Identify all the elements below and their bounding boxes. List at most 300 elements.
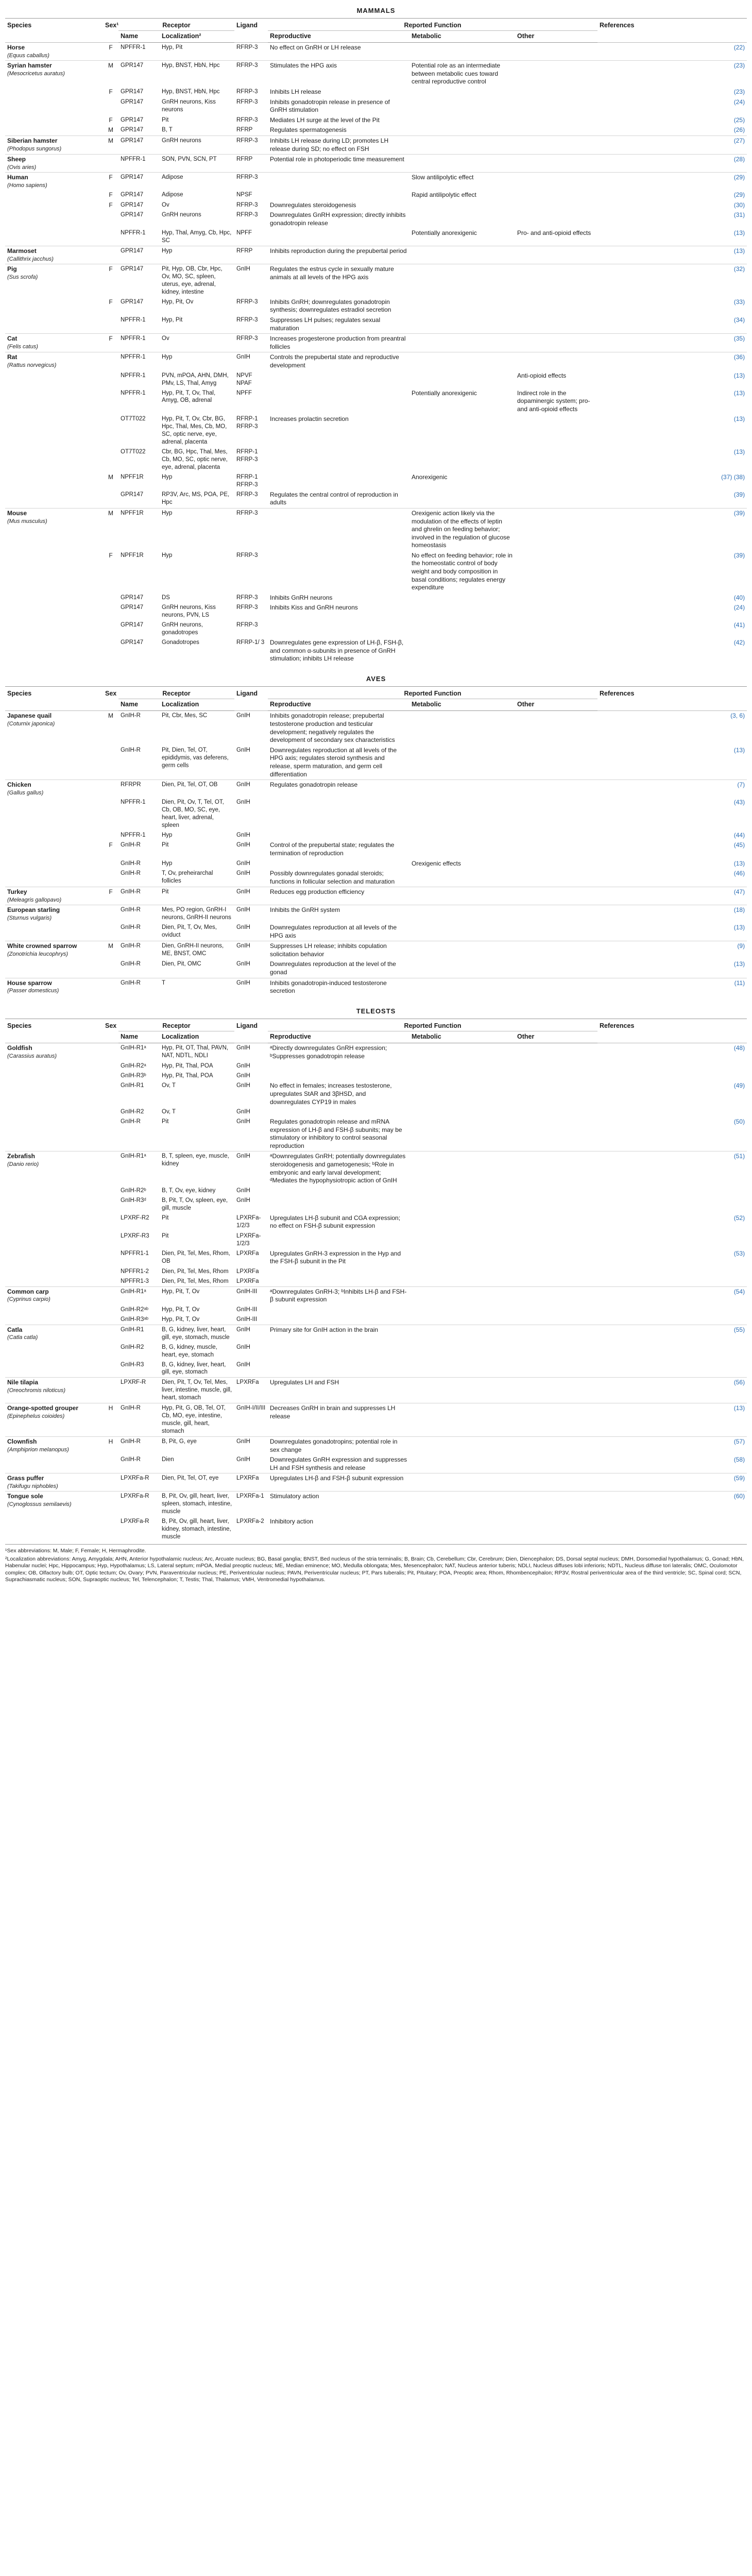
other-cell <box>515 593 597 603</box>
reproductive-cell: Upregulates LH-β subunit and CGA expression; no effect on FSH-β subunit expression <box>270 1214 401 1230</box>
localization-cell: DS <box>162 594 170 601</box>
header-other: Other <box>515 31 597 43</box>
header-metabolic: Metabolic <box>409 1031 515 1043</box>
localization-cell: Ov, T <box>162 1082 176 1089</box>
sex-cell <box>103 959 118 978</box>
sex-cell: M <box>103 941 118 960</box>
metabolic-cell <box>409 603 515 620</box>
table-row <box>5 1107 747 1117</box>
metabolic-cell <box>409 264 515 297</box>
sex-cell <box>103 798 118 831</box>
receptor-name-cell: NPFF1R <box>121 473 144 480</box>
localization-cell: Hyp, Thal, Amyg, Cb, Hpc, SC <box>162 230 232 244</box>
sex-cell <box>103 371 118 388</box>
ligand-cell: GnIH <box>236 832 250 838</box>
metabolic-cell <box>409 1315 515 1325</box>
reference-cell <box>597 1267 747 1277</box>
receptor-name-cell: NPFFR-1 <box>118 352 160 371</box>
receptor-name-cell: GnIH-R3ᵇ <box>121 1073 146 1079</box>
localization-cell: B, T <box>162 127 173 133</box>
reference-cell <box>597 1277 747 1286</box>
table-row <box>5 1517 747 1542</box>
ligand-cell: GnIH <box>236 1063 250 1070</box>
localization-cell: Dien, Pit, T, Ov, Tel, Mes, liver, intestine, muscle, gill, heart, stomach <box>160 1378 234 1403</box>
other-cell <box>515 1267 597 1277</box>
localization-cell: Ov <box>162 201 169 208</box>
metabolic-cell <box>409 125 515 135</box>
sex-cell <box>103 1325 118 1342</box>
section-title-row <box>5 672 747 686</box>
reference-cell: (18) <box>597 905 747 923</box>
ligand-cell: GnIH <box>236 1073 250 1079</box>
reference-cell: (13) <box>733 389 745 397</box>
reference-cell: (54) <box>597 1286 747 1305</box>
header-references: References <box>597 1019 747 1043</box>
reference-cell: (48) <box>597 1043 747 1062</box>
sex-cell: M <box>108 126 113 134</box>
table-row <box>5 603 747 620</box>
reproductive-cell <box>268 859 409 869</box>
species-common-name: Human <box>7 174 28 181</box>
sex-cell <box>103 620 118 638</box>
table-row <box>5 43 747 61</box>
localization-cell: RP3V, Arc, MS, POA, PE, Hpc <box>162 491 230 505</box>
localization-cell: Hyp, Pit, T, Ov, Thal, Amyg, OB, adrenal <box>162 389 216 404</box>
reproductive-cell: Downregulates GnRH expression; directly inhibits gonadotropin release <box>270 211 406 227</box>
reference-cell <box>597 1196 747 1213</box>
sex-cell <box>103 603 118 620</box>
metabolic-cell <box>409 1378 515 1403</box>
reference-cell: (55) <box>597 1325 747 1342</box>
table-row <box>5 97 747 115</box>
species-latin-name: (Takifugu niphobles) <box>7 1483 58 1489</box>
other-cell <box>515 831 597 841</box>
sex-cell <box>103 228 118 246</box>
ligand-cell: GnIH <box>234 905 268 923</box>
ligand-cell: GnIH <box>236 961 250 968</box>
receptor-name-cell: GnIH-R <box>118 1436 160 1455</box>
sex-cell <box>103 1071 118 1081</box>
table-row <box>5 859 747 869</box>
receptor-name-cell: GnIH-R <box>118 905 160 923</box>
table-row <box>5 593 747 603</box>
reproductive-cell: ᵃDirectly downregulates GnRH expression; ᵇSuppresses gonadotropin release <box>268 1043 409 1062</box>
metabolic-cell <box>409 887 515 905</box>
species-cell <box>5 959 103 978</box>
sex-cell: F <box>103 887 118 905</box>
receptor-name-cell: GnIH-R <box>121 860 141 867</box>
other-cell: Pro- and anti-opioid effects <box>517 229 591 237</box>
sex-cell <box>103 1305 118 1315</box>
species-cell <box>5 887 103 905</box>
reproductive-cell <box>268 1343 409 1360</box>
species-latin-name: (Equus caballus) <box>7 52 49 59</box>
table-row <box>5 1267 747 1277</box>
species-cell <box>5 593 103 603</box>
gap-cell <box>5 996 747 1005</box>
other-cell <box>515 315 597 334</box>
species-common-name: Goldfish <box>7 1044 32 1052</box>
ligand-cell: GnIH <box>234 887 268 905</box>
ligand-cell: GnIH <box>234 1436 268 1455</box>
species-common-name: White crowned sparrow <box>7 942 77 950</box>
species-common-name: Grass puffer <box>7 1475 44 1482</box>
header-references: References <box>597 686 747 711</box>
species-cell <box>5 246 103 264</box>
table-row <box>5 1249 747 1267</box>
other-cell <box>515 1071 597 1081</box>
metabolic-cell <box>409 1343 515 1360</box>
section-title-row <box>5 4 747 18</box>
other-cell <box>515 125 597 135</box>
sex-cell <box>103 490 118 509</box>
table-body <box>5 4 747 1542</box>
species-cell <box>5 780 103 798</box>
localization-cell: Gonadotropes <box>162 639 199 646</box>
reference-cell: (40) <box>733 594 745 601</box>
other-cell <box>515 1196 597 1213</box>
metabolic-cell <box>409 620 515 638</box>
sex-cell: M <box>103 508 118 550</box>
sex-cell <box>103 97 118 115</box>
ligand-cell: NPVF NPAF <box>236 372 252 386</box>
species-latin-name: (Catla catla) <box>7 1334 38 1341</box>
reproductive-cell: No effect in females; increases testosterone, upregulates StAR and 3βHSD, and downregulates CYP19 in males <box>270 1082 392 1106</box>
localization-cell: Pit <box>162 1232 169 1239</box>
receptor-name-cell: GnIH-R1ᵃ <box>118 1151 160 1186</box>
reproductive-cell <box>268 173 409 190</box>
reproductive-cell <box>268 228 409 246</box>
reference-cell: (33) <box>733 298 745 306</box>
sex-cell <box>103 978 118 996</box>
table-row <box>5 87 747 97</box>
species-latin-name: (Gallus gallus) <box>7 789 44 796</box>
table-row <box>5 1117 747 1151</box>
reproductive-cell: Inhibits the GnRH system <box>268 905 409 923</box>
species-cell <box>5 1071 103 1081</box>
reference-cell: (56) <box>597 1378 747 1403</box>
ligand-cell: LPXRFa <box>234 1473 268 1492</box>
table-row <box>5 190 747 200</box>
ligand-cell: RFRP-3 <box>236 298 258 305</box>
other-cell <box>515 1186 597 1196</box>
receptor-name-cell: NPFFR-1 <box>121 799 146 806</box>
reproductive-cell: Inhibits gonadotropin release; prepubertal testosterone production and testicular development; negatively regulates the development of secondary sex characteristics <box>268 711 409 745</box>
reproductive-cell: Downregulates reproduction at all levels of the HPG axis; regulates steroid synthesis and release, sperm maturation, and germ cell differentiation <box>270 746 397 778</box>
reference-cell: (13) <box>733 924 745 931</box>
metabolic-cell <box>409 798 515 831</box>
header-sex: Sex <box>103 686 118 711</box>
localization-cell: Dien, Pit, Tel, Mes, Rhom, OB <box>162 1250 230 1264</box>
receptor-name-cell: GnIH-R <box>121 1456 141 1463</box>
receptor-name-cell: GnIH-R3 <box>121 1361 144 1368</box>
localization-cell: SON, PVN, SCN, PT <box>160 155 234 173</box>
receptor-name-cell: GnIH-R <box>121 924 141 931</box>
species-common-name: Common carp <box>7 1287 49 1295</box>
table-row <box>5 1403 747 1437</box>
header-name: Name <box>118 1031 160 1043</box>
other-cell <box>515 1492 597 1517</box>
other-cell <box>515 941 597 960</box>
localization-cell: Dien, Pit, OMC <box>162 961 201 968</box>
species-cell <box>5 941 103 960</box>
receptor-name-cell: GnIH-R <box>121 747 141 753</box>
table-row <box>5 1061 747 1071</box>
ligand-cell: GnIH-III <box>236 1316 258 1323</box>
header-ligand: Ligand <box>234 1019 268 1043</box>
reproductive-cell: Inhibits Kiss and GnRH neurons <box>270 604 358 612</box>
sex-cell <box>103 1286 118 1305</box>
species-latin-name: (Meleagris gallopavo) <box>7 896 62 903</box>
species-cell <box>5 334 103 352</box>
sex-cell <box>103 1081 118 1107</box>
sex-cell <box>103 1249 118 1267</box>
other-cell <box>515 447 597 472</box>
receptor-name-cell: NPFF1R <box>118 508 160 550</box>
reproductive-cell <box>268 190 409 200</box>
species-common-name: Pig <box>7 265 17 273</box>
species-common-name: Nile tilapia <box>7 1379 39 1386</box>
other-cell <box>515 87 597 97</box>
species-common-name: Tongue sole <box>7 1493 43 1500</box>
ligand-cell: NPFF <box>236 230 252 236</box>
sex-cell: F <box>103 264 118 297</box>
localization-cell: Hyp, Pit, Ov <box>162 298 194 305</box>
section-title: AVES <box>5 672 747 686</box>
receptor-name-cell: GPR147 <box>121 298 144 305</box>
other-cell <box>515 297 597 315</box>
sex-cell: M <box>103 61 118 87</box>
reproductive-cell <box>268 798 409 831</box>
reproductive-cell: ᵃDownregulates GnRH; potentially downregulates steroidogenesis and gametogenesis; ᵇRole in embryonic and early larval development; ᵈMediates the hypophysiotropic action of GnIH <box>268 1151 409 1186</box>
reproductive-cell: Inhibits gonadotropin-induced testosterone secretion <box>268 978 409 996</box>
ligand-cell: GnIH <box>236 870 250 877</box>
receptor-name-cell: GnIH-R <box>118 711 160 745</box>
reproductive-cell: Suppresses LH pulses; regulates sexual maturation <box>270 316 381 332</box>
species-latin-name: (Mesocricetus auratus) <box>7 70 65 77</box>
sex-cell <box>103 447 118 472</box>
reference-cell: (13) <box>733 229 745 237</box>
species-cell <box>5 1403 103 1437</box>
table-row <box>5 1081 747 1107</box>
reproductive-cell <box>268 1196 409 1213</box>
reproductive-cell: Regulates the estrus cycle in sexually mature animals at all levels of the HPG axis <box>268 264 409 297</box>
reproductive-cell: Regulates the central control of reproduction in adults <box>270 490 398 506</box>
reference-cell: (60) <box>597 1492 747 1517</box>
reference-cell: (24) <box>733 604 745 612</box>
species-cell <box>5 155 103 173</box>
metabolic-cell: No effect on feeding behavior; role in the homeostatic control of body weight and body composition in basal conditions; regulates energy expenditure <box>412 551 512 591</box>
sex-cell: F <box>103 43 118 61</box>
table-row <box>5 1436 747 1455</box>
table-row <box>5 798 747 831</box>
metabolic-cell <box>409 447 515 472</box>
species-cell <box>5 388 103 415</box>
species-common-name: Mouse <box>7 509 27 517</box>
table-row <box>5 1277 747 1286</box>
species-latin-name: (Amphiprion melanopus) <box>7 1446 69 1453</box>
metabolic-cell: Orexigenic effects <box>412 859 461 867</box>
sex-cell <box>103 1186 118 1196</box>
table-row <box>5 1231 747 1249</box>
header-ligand: Ligand <box>234 686 268 711</box>
other-cell <box>515 1403 597 1437</box>
localization-cell: Hyp <box>162 552 173 558</box>
sex-cell <box>103 1277 118 1286</box>
sex-cell: F <box>103 334 118 352</box>
ligand-cell: GnIH <box>234 1151 268 1186</box>
metabolic-cell <box>409 1117 515 1151</box>
metabolic-cell <box>409 1325 515 1342</box>
species-latin-name: (Carassius auratus) <box>7 1053 57 1059</box>
other-cell <box>515 1061 597 1071</box>
localization-cell: Hyp, BNST, HbN, Hpc <box>162 89 220 95</box>
species-cell <box>5 1213 103 1231</box>
section-gap <box>5 996 747 1005</box>
other-cell <box>515 136 597 155</box>
reproductive-cell <box>268 831 409 841</box>
reproductive-cell: Possibly downregulates gonadal steroids; functions in follicular selection and maturation <box>270 870 395 885</box>
species-common-name: Zebrafish <box>7 1153 36 1160</box>
sex-cell <box>103 831 118 841</box>
localization-cell: Hyp, Pit, T, Ov <box>162 1316 200 1323</box>
table-page <box>5 0 747 1590</box>
receptor-name-cell: LPXRF-R2 <box>121 1214 149 1221</box>
reference-cell: (46) <box>733 870 745 877</box>
reference-cell <box>597 1315 747 1325</box>
ligand-cell: GnIH-III <box>236 1306 258 1313</box>
metabolic-cell <box>409 210 515 228</box>
ligand-cell: RFRP-3 <box>234 508 268 550</box>
metabolic-cell <box>409 1196 515 1213</box>
reference-cell: (23) <box>597 61 747 87</box>
sex-cell: H <box>103 1403 118 1437</box>
reproductive-cell <box>268 472 409 490</box>
sex-cell: M <box>103 136 118 155</box>
ligand-cell: GnIH <box>234 978 268 996</box>
metabolic-cell <box>409 1107 515 1117</box>
table-row <box>5 200 747 211</box>
metabolic-cell <box>409 840 515 858</box>
reference-cell: (31) <box>733 211 745 219</box>
species-cell <box>5 978 103 996</box>
sex-cell <box>103 1343 118 1360</box>
species-latin-name: (Danio rerio) <box>7 1161 39 1167</box>
header-reported-function: Reported Function <box>268 686 597 699</box>
species-cell <box>5 1043 103 1062</box>
reference-cell: (36) <box>597 352 747 371</box>
ligand-cell: GnIH <box>234 941 268 960</box>
species-cell <box>5 115 103 126</box>
species-cell <box>5 711 103 745</box>
species-latin-name: (Phodopus sungorus) <box>7 145 62 152</box>
other-cell <box>515 472 597 490</box>
metabolic-cell <box>409 155 515 173</box>
other-cell <box>515 978 597 996</box>
table-row <box>5 334 747 352</box>
species-cell <box>5 831 103 841</box>
reproductive-cell: Downregulates reproduction at the level of the gonad <box>270 960 396 976</box>
other-cell <box>515 1231 597 1249</box>
reference-cell: (13) <box>733 746 745 754</box>
reproductive-cell <box>268 620 409 638</box>
other-cell <box>515 905 597 923</box>
other-cell <box>515 923 597 941</box>
species-cell <box>5 43 103 61</box>
reproductive-cell: No effect on GnRH or LH release <box>268 43 409 61</box>
table-row <box>5 1378 747 1403</box>
localization-cell: Dien <box>162 1456 174 1463</box>
ligand-cell: GnIH <box>236 860 250 867</box>
sex-cell: M <box>103 711 118 745</box>
reference-cell: (52) <box>733 1214 745 1222</box>
metabolic-cell <box>409 959 515 978</box>
header-sex: Sex¹ <box>103 18 118 43</box>
receptor-name-cell: GnIH-R1 <box>121 1082 144 1089</box>
species-cell <box>5 1107 103 1117</box>
species-cell <box>5 61 103 87</box>
header-species: Species <box>5 18 103 43</box>
header-localization: Localization² <box>160 31 234 43</box>
other-cell <box>515 711 597 745</box>
reproductive-cell: Downregulates reproduction at all levels of the HPG axis <box>270 924 397 939</box>
header-row <box>5 686 747 699</box>
section-gap <box>5 664 747 672</box>
other-cell <box>515 334 597 352</box>
ligand-cell: GnIH <box>236 1109 250 1115</box>
species-cell <box>5 1249 103 1267</box>
receptor-name-cell: NPFFR-1 <box>121 832 146 838</box>
reference-cell: (3, 6) <box>597 711 747 745</box>
ligand-cell: LPXRFa-1/2/3 <box>236 1214 261 1229</box>
receptor-name-cell: GnIH-R <box>121 1118 141 1125</box>
reference-cell: (37) (38) <box>721 473 745 481</box>
species-common-name: Marmoset <box>7 247 37 255</box>
metabolic-cell <box>409 1249 515 1267</box>
receptor-name-cell: NPFF1R <box>121 552 144 558</box>
reproductive-cell: Inhibits gonadotropin release in presence of GnRH stimulation <box>270 98 390 114</box>
reproductive-cell: Increases progesterone production from preantral follicles <box>268 334 409 352</box>
header-reported-function: Reported Function <box>268 1019 597 1031</box>
ligand-cell: LPXRFa <box>236 1250 259 1257</box>
species-cell <box>5 1117 103 1151</box>
receptor-name-cell: NPFFR-1 <box>121 230 146 236</box>
ligand-cell: RFRP-3 <box>236 552 258 558</box>
other-cell <box>515 603 597 620</box>
footnote-sex: ¹Sex abbreviations: M, Male; F, Female; H, Hermaphrodite. <box>5 1547 146 1554</box>
reference-cell <box>597 1360 747 1378</box>
species-latin-name: (Passer domesticus) <box>7 988 59 994</box>
species-cell <box>5 472 103 490</box>
header-species: Species <box>5 1019 103 1043</box>
ligand-cell: RFRP-3 <box>236 491 258 498</box>
sex-cell: F <box>103 173 118 190</box>
localization-cell: Hyp <box>162 832 173 838</box>
metabolic-cell <box>409 43 515 61</box>
metabolic-cell <box>409 1267 515 1277</box>
species-cell <box>5 228 103 246</box>
reference-cell: (44) <box>733 831 745 839</box>
other-cell <box>515 1325 597 1342</box>
metabolic-cell <box>409 1455 515 1473</box>
reference-cell: (29) <box>733 191 745 198</box>
header-localization: Localization <box>160 1031 234 1043</box>
other-cell <box>515 1473 597 1492</box>
species-cell <box>5 923 103 941</box>
metabolic-cell: Rapid antilipolytic effect <box>412 191 476 198</box>
metabolic-cell <box>409 780 515 798</box>
reference-cell: (13) <box>733 859 745 867</box>
